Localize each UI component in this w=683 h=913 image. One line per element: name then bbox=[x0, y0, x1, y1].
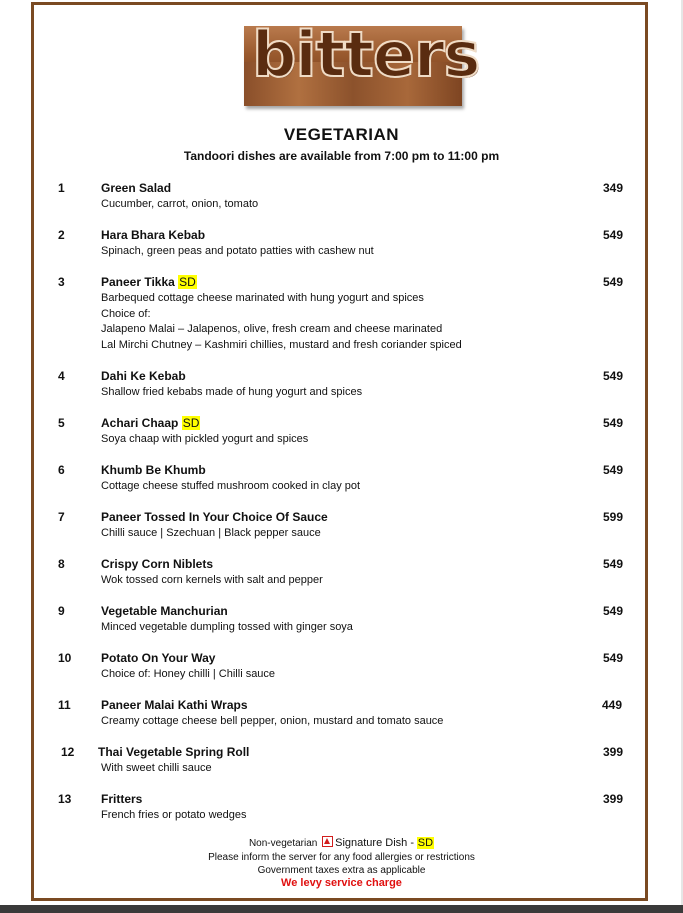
item-name-text: Achari Chaap bbox=[101, 416, 179, 430]
item-name-text: Thai Vegetable Spring Roll bbox=[98, 745, 250, 759]
service-charge-note: We levy service charge bbox=[281, 877, 402, 889]
description-line: Barbequed cottage cheese marinated with hung yogurt and spices bbox=[101, 292, 424, 304]
item-number: 6 bbox=[58, 463, 65, 477]
item-name bbox=[101, 275, 197, 289]
item-description bbox=[101, 808, 247, 824]
item-name bbox=[101, 463, 206, 477]
item-name-text: Dahi Ke Kebab bbox=[101, 369, 186, 383]
description-line: Lal Mirchi Chutney – Kashmiri chillies, mustard and fresh coriander spiced bbox=[101, 338, 462, 351]
item-price: 399 bbox=[602, 792, 623, 806]
item-number: 10 bbox=[58, 651, 72, 665]
bottom-bar bbox=[0, 905, 683, 913]
item-price: 549 bbox=[602, 416, 623, 430]
item-name-text: Fritters bbox=[101, 792, 143, 806]
item-name bbox=[98, 745, 249, 759]
item-price: 549 bbox=[602, 369, 623, 383]
item-price: 549 bbox=[602, 228, 623, 242]
item-name-text: Hara Bhara Kebab bbox=[101, 228, 206, 242]
description-line: Creamy cottage cheese bell pepper, onion, mustard and tomato sauce bbox=[101, 715, 444, 727]
item-price: 399 bbox=[602, 745, 623, 759]
item-number: 2 bbox=[58, 228, 65, 242]
description-line: Soya chaap with pickled yogurt and spices bbox=[101, 433, 309, 445]
item-description bbox=[101, 620, 353, 636]
tax-note: Government taxes extra as applicable bbox=[257, 865, 426, 876]
item-name bbox=[101, 557, 213, 571]
description-line: Cottage cheese stuffed mushroom cooked in clay pot bbox=[101, 480, 361, 492]
item-name-text: Green Salad bbox=[101, 181, 172, 195]
item-name-text: Vegetable Manchurian bbox=[101, 604, 228, 618]
description-line: French fries or potato wedges bbox=[101, 809, 247, 821]
item-number: 9 bbox=[58, 604, 65, 618]
description-line: Choice of: bbox=[101, 307, 151, 320]
description-line: With sweet chilli sauce bbox=[101, 762, 212, 774]
non-veg-triangle-icon bbox=[322, 836, 333, 847]
description-line: Wok tossed corn kernels with salt and pepper bbox=[101, 574, 323, 586]
item-name bbox=[101, 181, 171, 195]
item-price: 349 bbox=[602, 181, 623, 195]
allergy-note: Please inform the server for any food allergies or restrictions bbox=[208, 852, 475, 863]
description-line: Jalapeno Malai – Jalapenos, olive, fresh cream and cheese marinated bbox=[101, 323, 443, 335]
item-description bbox=[101, 526, 321, 542]
item-name bbox=[101, 792, 142, 806]
item-description bbox=[101, 573, 323, 589]
item-description bbox=[101, 244, 374, 260]
item-name bbox=[101, 651, 215, 665]
item-description bbox=[101, 667, 275, 683]
item-price: 449 bbox=[601, 698, 622, 712]
item-name bbox=[101, 369, 186, 383]
item-price: 549 bbox=[602, 557, 623, 571]
menu-subtitle: Tandoori dishes are available from 7:00 pm to 11:00 pm bbox=[183, 149, 500, 163]
item-name-text: Potato On Your Way bbox=[101, 651, 216, 665]
item-description bbox=[101, 291, 462, 353]
item-name-text: Khumb Be Khumb bbox=[101, 463, 206, 477]
signature-label: Signature Dish - bbox=[335, 837, 414, 849]
item-number: 11 bbox=[58, 698, 71, 712]
item-description bbox=[101, 385, 362, 401]
item-number: 7 bbox=[58, 510, 65, 524]
item-name-text: Paneer Tossed In Your Choice Of Sauce bbox=[101, 510, 328, 524]
description-line: Minced vegetable dumpling tossed with ginger soya bbox=[101, 621, 353, 633]
menu-title: VEGETARIAN bbox=[283, 125, 400, 144]
description-line: Shallow fried kebabs made of hung yogurt and spices bbox=[101, 386, 363, 398]
item-number: 3 bbox=[58, 275, 65, 289]
signature-dish-badge: SD bbox=[182, 416, 200, 430]
item-name bbox=[101, 510, 328, 524]
signature-dish-badge: SD bbox=[179, 275, 196, 289]
item-description bbox=[101, 714, 443, 730]
logo-text: bitters bbox=[252, 18, 480, 91]
item-price: 549 bbox=[602, 463, 623, 477]
item-price: 549 bbox=[602, 651, 623, 665]
item-number: 4 bbox=[58, 369, 65, 383]
item-number: 8 bbox=[58, 557, 65, 571]
bitters-logo bbox=[244, 18, 480, 106]
item-name-text: Paneer Malai Kathi Wraps bbox=[101, 698, 248, 712]
item-number: 13 bbox=[58, 792, 72, 806]
nonveg-label: Non-vegetarian bbox=[248, 838, 318, 849]
item-price: 549 bbox=[602, 604, 623, 618]
item-name-text: Crispy Corn Niblets bbox=[101, 557, 214, 571]
item-number: 12 bbox=[61, 745, 75, 759]
description-line: Choice of: Honey chilli | Chilli sauce bbox=[101, 668, 276, 680]
item-name bbox=[101, 228, 205, 242]
item-name bbox=[101, 698, 248, 712]
item-description bbox=[101, 197, 258, 213]
item-description bbox=[101, 761, 212, 777]
description-line: Spinach, green peas and potato patties with cashew nut bbox=[101, 245, 374, 257]
item-price: 549 bbox=[602, 275, 623, 289]
description-line: Cucumber, carrot, onion, tomato bbox=[101, 198, 259, 210]
signature-badge: SD bbox=[417, 837, 434, 849]
item-number: 1 bbox=[58, 181, 65, 195]
item-price: 599 bbox=[602, 510, 623, 524]
item-name-text: Paneer Tikka bbox=[101, 275, 175, 289]
item-description bbox=[101, 479, 360, 495]
item-number: 5 bbox=[58, 416, 65, 430]
legend-line bbox=[0, 836, 683, 849]
item-name bbox=[101, 604, 228, 618]
item-description bbox=[101, 432, 308, 448]
item-name bbox=[101, 416, 200, 430]
description-line: Chilli sauce | Szechuan | Black pepper sauce bbox=[101, 527, 321, 539]
